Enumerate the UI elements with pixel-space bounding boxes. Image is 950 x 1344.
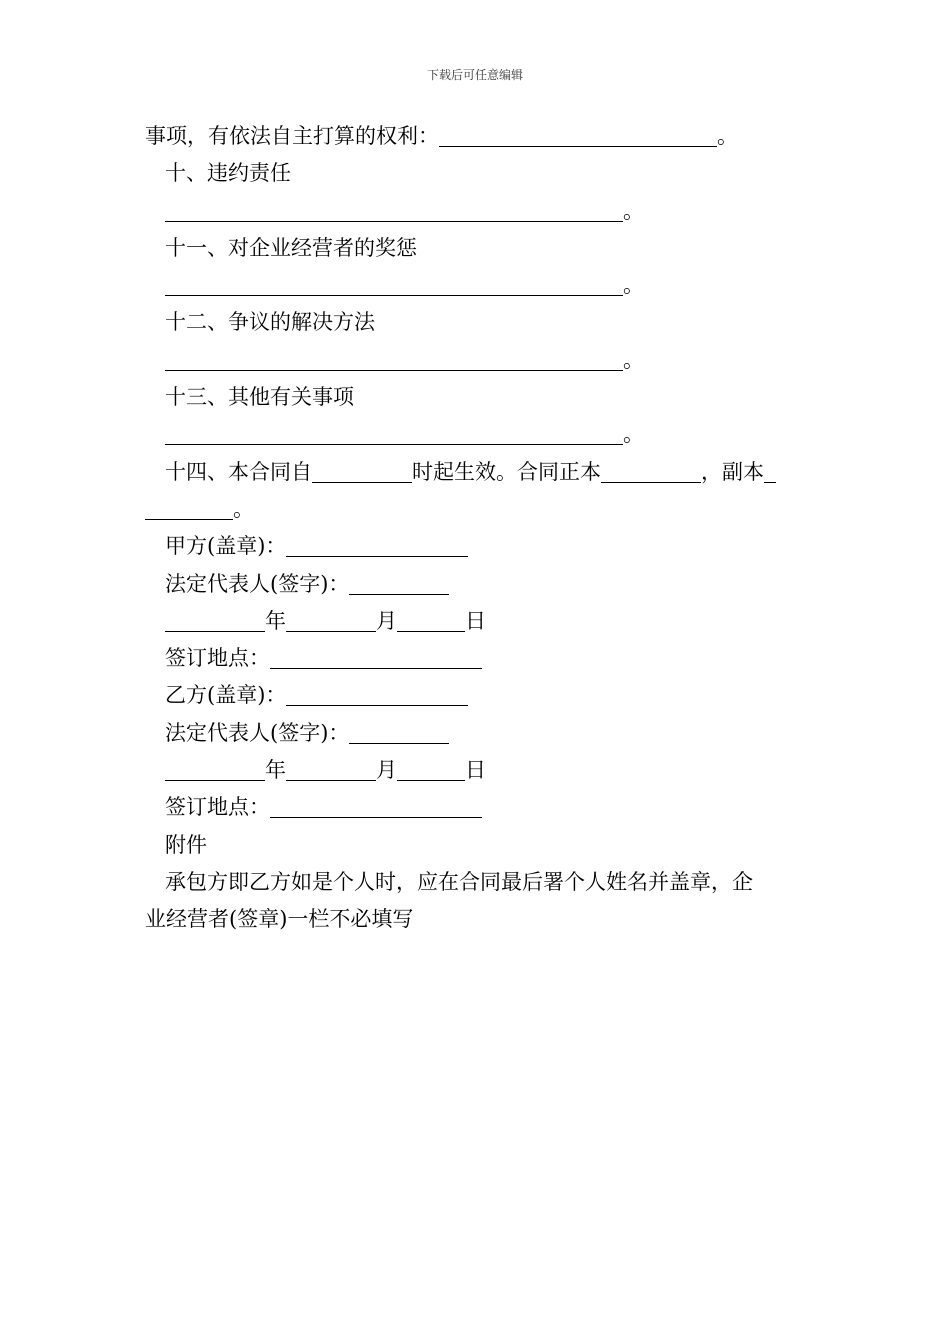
clause11-title: 十一、对企业经营者的奖惩 xyxy=(165,235,417,260)
month-label: 月 xyxy=(376,608,397,633)
party-b-seal-label: 乙方(盖章)： xyxy=(165,683,287,708)
party-a-month-blank[interactable] xyxy=(286,609,376,632)
dispute-resolution-blank[interactable] xyxy=(165,348,623,371)
party-a-date-line xyxy=(145,603,810,640)
party-b-place-label: 签订地点： xyxy=(165,795,270,820)
year-label: 年 xyxy=(265,758,286,783)
clause9-tail-line xyxy=(145,118,810,155)
party-a-rep-label: 法定代表人(签字)： xyxy=(165,571,350,596)
party-b-seal-line xyxy=(145,677,810,714)
header-note: 下载后可任意编辑 xyxy=(426,68,523,82)
party-b-place-line xyxy=(145,789,810,826)
month-label: 月 xyxy=(376,758,397,783)
duplicate-copies-blank[interactable] xyxy=(145,497,233,520)
party-b-year-blank[interactable] xyxy=(165,758,265,781)
clause12-fill-line xyxy=(145,342,810,379)
other-matters-blank[interactable] xyxy=(165,422,623,445)
appendix-line-1: 承包方即乙方如是个人时，应在合同最后署个人姓名并盖章，企 xyxy=(165,869,753,894)
party-b-rep-label: 法定代表人(签字)： xyxy=(165,720,350,745)
day-label: 日 xyxy=(465,758,486,783)
party-a-year-blank[interactable] xyxy=(165,609,265,632)
party-a-place-line xyxy=(145,640,810,677)
party-b-rep-blank[interactable] xyxy=(349,721,449,744)
clause14-text-1: 十四、本合同自 xyxy=(165,459,312,484)
party-a-seal-line xyxy=(145,528,810,565)
period: 。 xyxy=(623,198,644,223)
clause10-fill-line xyxy=(145,193,810,230)
clause13-fill-line xyxy=(145,416,810,453)
clause11-fill-line xyxy=(145,267,810,304)
party-a-seal-label: 甲方(盖章)： xyxy=(165,534,287,559)
period: 。 xyxy=(623,422,644,447)
party-b-date-line xyxy=(145,752,810,789)
contract-page xyxy=(145,118,810,939)
rights-blank[interactable] xyxy=(439,124,717,147)
party-a-place-label: 签订地点： xyxy=(165,646,270,671)
party-a-rep-line xyxy=(145,566,810,603)
period: 。 xyxy=(623,273,644,298)
duplicate-copies-blank-start[interactable] xyxy=(764,460,776,483)
period: 。 xyxy=(233,496,254,521)
effective-date-blank[interactable] xyxy=(312,460,412,483)
party-b-place-blank[interactable] xyxy=(270,795,482,818)
party-a-seal-blank[interactable] xyxy=(286,534,468,557)
clause14-line xyxy=(145,454,810,491)
period: 。 xyxy=(717,124,738,148)
party-a-place-blank[interactable] xyxy=(270,646,482,669)
breach-liability-blank[interactable] xyxy=(165,199,623,222)
clause10-title: 十、违约责任 xyxy=(165,161,291,186)
party-b-day-blank[interactable] xyxy=(397,758,465,781)
appendix-line-2: 业经营者(签章)一栏不必填写 xyxy=(145,907,414,932)
party-b-month-blank[interactable] xyxy=(286,758,376,781)
clause14-cont-line xyxy=(145,491,810,528)
day-label: 日 xyxy=(465,608,486,633)
period: 。 xyxy=(623,347,644,372)
clause14-text-2: 时起生效。合同正本 xyxy=(412,459,601,484)
rewards-penalties-blank[interactable] xyxy=(165,273,623,296)
clause9-tail-text: 事项，有依法自主打算的权利： xyxy=(145,124,439,148)
original-copies-blank[interactable] xyxy=(601,460,701,483)
appendix-title: 附件 xyxy=(165,832,207,857)
clause14-text-3: ，副本 xyxy=(701,459,764,484)
party-a-day-blank[interactable] xyxy=(397,609,465,632)
clause12-title: 十二、争议的解决方法 xyxy=(165,310,375,335)
party-a-rep-blank[interactable] xyxy=(349,572,449,595)
year-label: 年 xyxy=(265,608,286,633)
clause13-title: 十三、其他有关事项 xyxy=(165,385,354,410)
party-b-rep-line xyxy=(145,715,810,752)
party-b-seal-blank[interactable] xyxy=(286,683,468,706)
